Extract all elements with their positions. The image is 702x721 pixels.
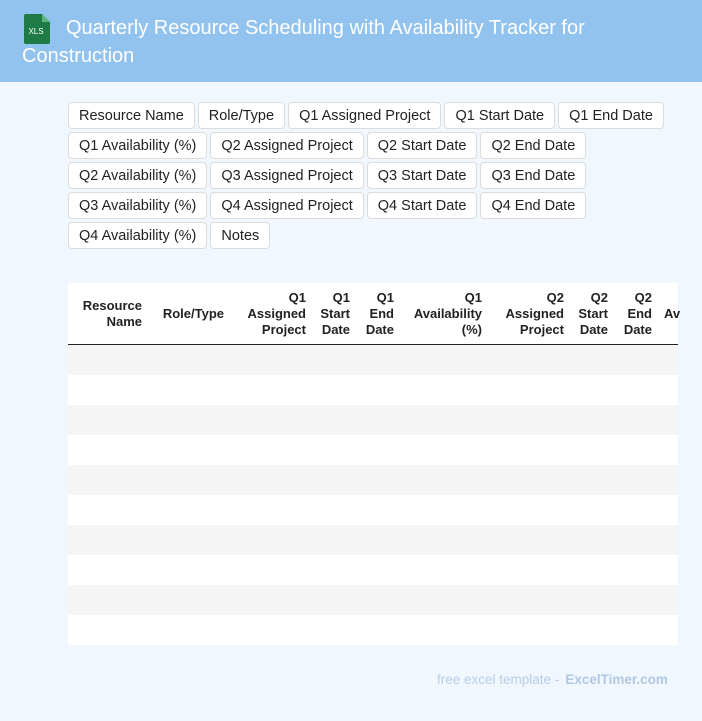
table-row[interactable] xyxy=(68,615,678,645)
column-chip[interactable]: Q2 Assigned Project xyxy=(210,132,363,159)
column-header[interactable]: Q2 Assigned Project xyxy=(505,289,564,337)
column-chip[interactable]: Q3 Start Date xyxy=(367,162,478,189)
column-header[interactable]: Av xyxy=(664,305,681,321)
column-chip[interactable]: Q1 Start Date xyxy=(444,102,555,129)
column-chip[interactable]: Role/Type xyxy=(198,102,285,129)
header-bar xyxy=(0,0,702,82)
column-chip[interactable]: Q1 Assigned Project xyxy=(288,102,441,129)
table-row[interactable] xyxy=(68,375,678,405)
column-chip[interactable]: Q2 End Date xyxy=(480,132,586,159)
footer-brand-link[interactable]: ExcelTimer.com xyxy=(565,672,668,687)
column-chip-list xyxy=(68,102,688,249)
footer-text: free excel template - xyxy=(437,672,560,687)
table-row[interactable] xyxy=(68,585,678,615)
column-chip[interactable]: Q2 Start Date xyxy=(367,132,478,159)
column-header[interactable]: Q1 Availability (%) xyxy=(413,289,482,337)
column-header[interactable]: Role/Type xyxy=(162,305,224,321)
column-chip[interactable]: Q4 Availability (%) xyxy=(68,222,207,249)
data-table xyxy=(68,283,681,645)
table-row[interactable] xyxy=(68,495,678,525)
table-row[interactable] xyxy=(68,525,678,555)
column-header[interactable]: Resource Name xyxy=(82,297,142,329)
column-chip[interactable]: Q1 Availability (%) xyxy=(68,132,207,159)
table-row[interactable] xyxy=(68,345,678,375)
column-chip[interactable]: Q4 Assigned Project xyxy=(210,192,363,219)
table-header-row xyxy=(68,283,681,345)
xls-icon-label: XLS xyxy=(28,27,44,36)
column-header[interactable]: Q2 Start Date xyxy=(578,289,608,337)
column-chip[interactable]: Q2 Availability (%) xyxy=(68,162,207,189)
column-chip[interactable]: Q3 End Date xyxy=(480,162,586,189)
column-header[interactable]: Q1 Assigned Project xyxy=(247,289,306,337)
column-chip[interactable]: Resource Name xyxy=(68,102,195,129)
page-title: Quarterly Resource Scheduling with Availability Tracker for Construction xyxy=(22,17,585,67)
column-chip[interactable]: Q4 Start Date xyxy=(367,192,478,219)
table-row[interactable] xyxy=(68,555,678,585)
table-row[interactable] xyxy=(68,405,678,435)
table-body xyxy=(68,345,678,645)
column-header[interactable]: Q1 End Date xyxy=(365,289,394,337)
column-chip[interactable]: Q3 Availability (%) xyxy=(68,192,207,219)
column-header[interactable]: Q2 End Date xyxy=(623,289,652,337)
column-chip[interactable]: Q3 Assigned Project xyxy=(210,162,363,189)
column-chip[interactable]: Notes xyxy=(210,222,270,249)
table-row[interactable] xyxy=(68,465,678,495)
column-chip[interactable]: Q4 End Date xyxy=(480,192,586,219)
column-chip[interactable]: Q1 End Date xyxy=(558,102,664,129)
column-header[interactable]: Q1 Start Date xyxy=(320,289,350,337)
footer xyxy=(437,672,668,687)
table-row[interactable] xyxy=(68,435,678,465)
